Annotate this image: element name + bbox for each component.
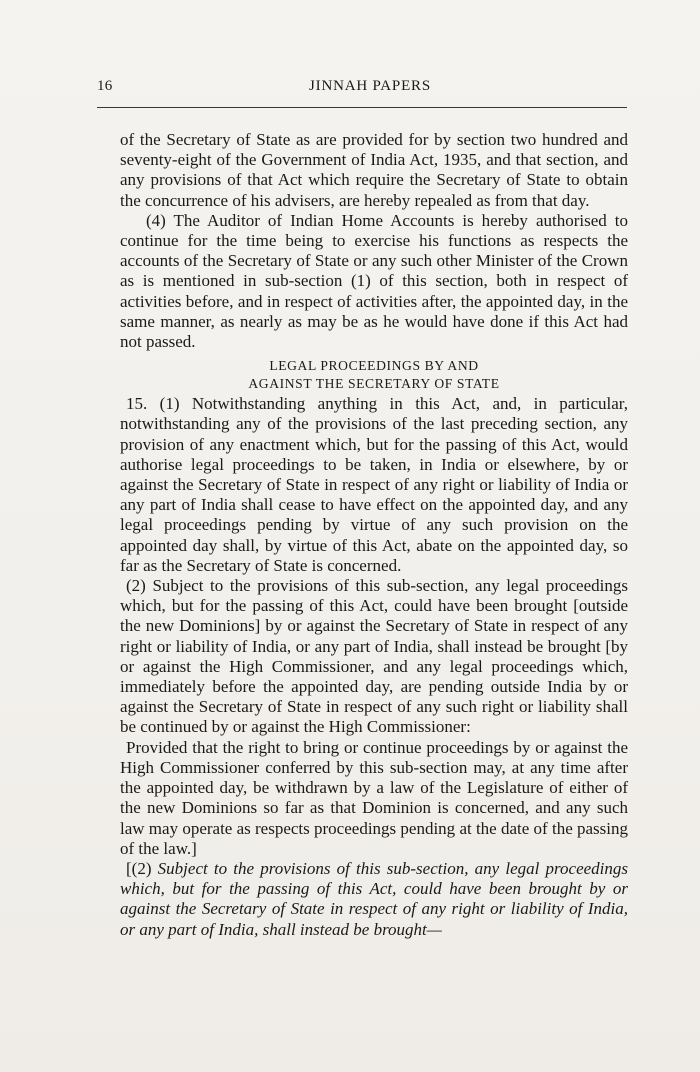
section-heading-line-1: LEGAL PROCEEDINGS BY AND	[269, 358, 479, 374]
paragraph-auditor: (4) The Auditor of Indian Home Accounts is hereby authorised to continue for the time being to exercise his functions as respects the accounts of the Secretary of State or any such other Minister of the Crown as is mentioned in sub-section (1) of this section, both in respect of activities before, and in respect of activities after, the appointed day, in the same manner, as nearly as may be as he would have done if this Act had not passed.	[120, 210, 628, 352]
paragraph-proviso: Provided that the right to bring or continue proceedings by or against the High Commissioner conferred by this sub-section may, at any time after the appointed day, be withdrawn by a law of the Legislature of either of the new Dominions so far as that Dominion is concerned, and any such law may operate as respects proceedings pending at the date of the passing of the law.]	[120, 737, 628, 858]
paragraph-section-15-1: 15. (1) Notwithstanding anything in this Act, and, in particular, notwithstanding any of the provisions of the last preceding section, any provision of any enactment which, but for the passing of this Act, would authorise legal proceedings to be taken, in India or elsewhere, by or against the Secretary of State in respect of any right or liability of India or any part of India shall cease to have effect on the appointed day, and any legal proceedings pending by virtue of any such provision on the appointed day shall, by virtue of this Act, abate on the appointed day, so far as the Secretary of State is concerned.	[120, 394, 628, 575]
header-rule	[97, 107, 627, 108]
page-number: 16	[97, 78, 113, 94]
running-title: JINNAH PAPERS	[309, 78, 431, 94]
paragraph-section-continuation: of the Secretary of State as are provided for by section two hundred and seventy-eight of the Government of India Act, 1935, and that section, and any provisions of that Act which require the Secretary of State to obtain the concurrence of his advisers, are hereby repealed as from that day.	[120, 130, 628, 210]
body-text	[120, 130, 628, 940]
amended-bracket-label: [(2)	[126, 858, 158, 878]
paragraph-section-15-2: (2) Subject to the provisions of this sub-section, any legal proceedings which, but for the passing of this Act, could have been brought [outside the new Dominions] by or against the Secretary of State in respect of any right or liability of India, or any part of India, shall instead be brought [by or against the High Commissioner, and any legal proceedings which, immediately before the appointed day, are pending outside India by or against the Secretary of State in respect of any such right or liability shall be continued by or against the High Commissioner:	[120, 576, 628, 737]
amended-text: Subject to the provisions of this sub-section, any legal proceedings which, but for the passing of this Act, could have been brought by or against the Secretary of State in respect of any right or liability of India, or any part of India, shall instead be brought—	[120, 858, 629, 939]
running-head	[97, 78, 627, 100]
paragraph-amended-15-2	[120, 859, 628, 940]
section-heading-line-2: AGAINST THE SECRETARY OF STATE	[248, 376, 500, 392]
